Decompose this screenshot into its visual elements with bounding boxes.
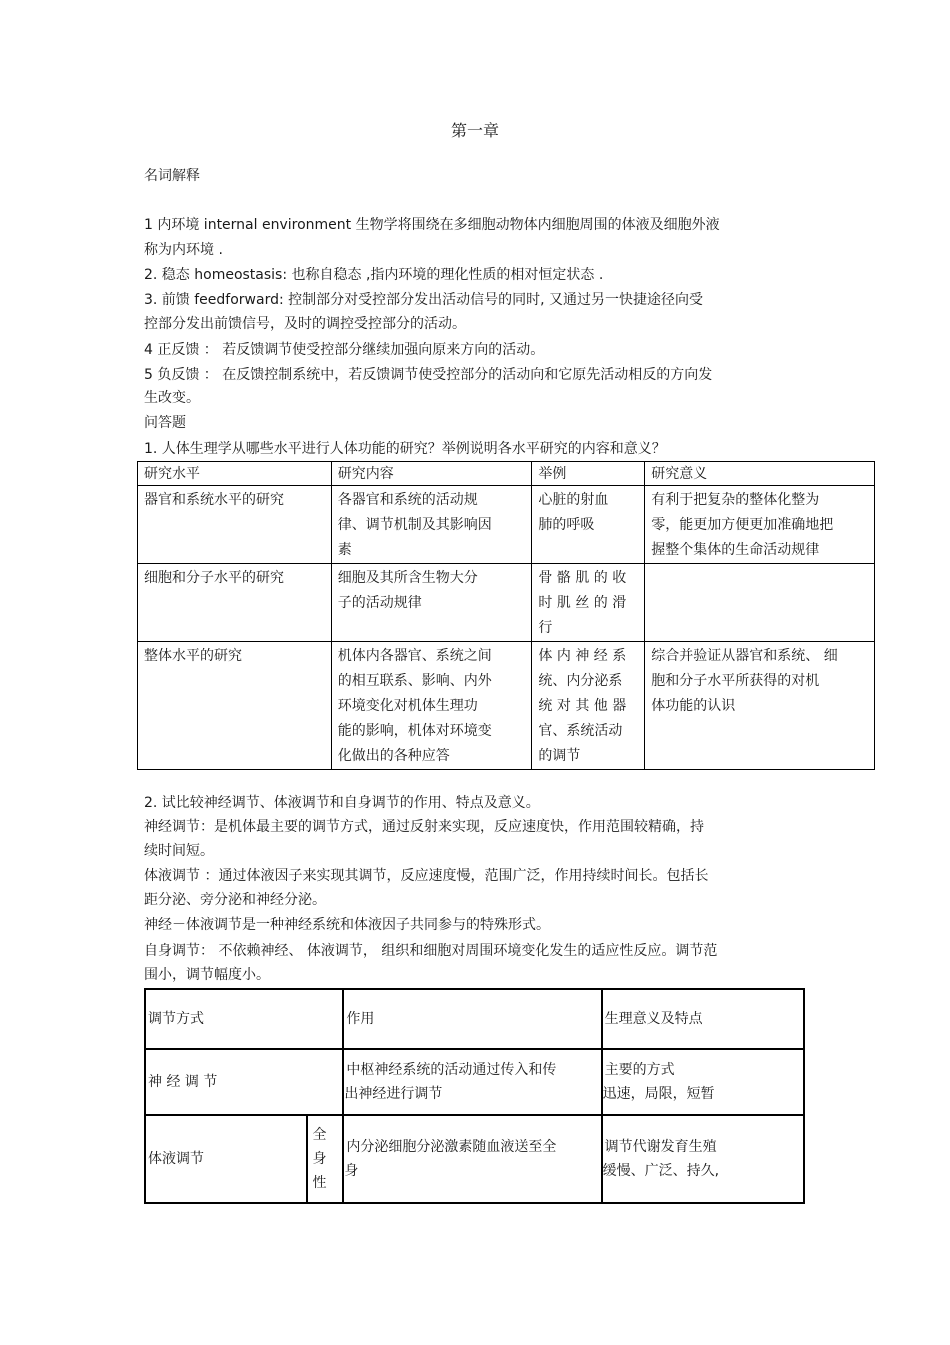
cell-text: 调节代谢发育生殖 缓慢、广泛、持久, (602, 1139, 720, 1179)
section-heading-qa: 问答题 (144, 415, 186, 431)
cell-text: 作用 (346, 1011, 375, 1027)
table-header-cell: 举例 (532, 462, 645, 486)
term-5-line-2: 生改变。 (144, 390, 200, 406)
table-cell (602, 1049, 804, 1115)
term-5-line-1: 5 负反馈 ： 在反馈控制系统中，若反馈调节使受控部分的活动向和它原先活动相反的方向发 (144, 367, 713, 383)
table-row (138, 486, 875, 564)
table-cell (532, 564, 645, 642)
table-cell (343, 1115, 601, 1203)
section-heading-terms: 名词解释 (144, 168, 200, 184)
cell-text: 各器官和系统的活动规 律、调节机制及其影响因 素 (337, 492, 492, 558)
table-header-cell: 研究水平 (138, 462, 332, 486)
table-cell (645, 486, 875, 564)
table-row (138, 642, 875, 770)
cell-text: 有利于把复杂的整体化整为 零，能更加方便更加准确地把 握整个集体的生命活动规律 (651, 492, 834, 558)
cell-text: 体液调节 (148, 1151, 204, 1167)
cell-text: 骨 骼 肌 的 收 时 肌 丝 的 滑 行 (538, 570, 627, 636)
cell-text: 主要的方式 迅速，局限，短暂 (602, 1062, 715, 1102)
table-header-row (145, 989, 804, 1049)
para-auto-line-2: 围小，调节幅度小。 (144, 967, 270, 983)
table-header-row (138, 462, 875, 486)
para-neurohumoral: 神经－体液调节是一种神经系统和体液因子共同参与的特殊形式。 (144, 917, 550, 933)
table-cell (331, 564, 532, 642)
cell-text: 神 经 调 节 (148, 1074, 218, 1090)
table-cell (331, 642, 532, 770)
table-cell (602, 1115, 804, 1203)
cell-text: 调节方式 (148, 1011, 204, 1027)
para-humoral-line-1: 体液调节 ：通过体液因子来实现其调节，反应速度慢，范围广泛，作用持续时间长。包括长 (144, 868, 709, 884)
table-cell (645, 642, 875, 770)
cell-text: 生理意义及特点 (604, 1011, 703, 1027)
para-humoral-line-2: 距分泌、旁分泌和神经分泌。 (144, 892, 326, 908)
table-cell (138, 486, 332, 564)
table-cell (145, 1115, 307, 1203)
table-cell (138, 564, 332, 642)
cell-text: 细胞和分子水平的研究 (144, 570, 284, 586)
table-row (145, 1115, 804, 1203)
table-cell (307, 1115, 343, 1203)
research-level-table (137, 461, 875, 770)
cell-text: 全身性 (312, 1127, 327, 1191)
table-header-cell: 研究内容 (331, 462, 532, 486)
cell-text: 整体水平的研究 (144, 648, 242, 664)
table-cell (331, 486, 532, 564)
term-1-line-2: 称为内环境 . (144, 242, 223, 258)
table-row (145, 1049, 804, 1115)
question-1: 1. 人体生理学从哪些水平进行人体功能的研究？举例说明各水平研究的内容和意义？ (144, 441, 666, 457)
cell-text: 器官和系统水平的研究 (144, 492, 284, 508)
term-1-line-1: 1 内环境 internal environment 生物学将围绕在多细胞动物体内细胞周围的体液及细胞外液 (144, 217, 720, 233)
cell-text: 心脏的射血 肺的呼吸 (538, 492, 609, 533)
cell-text: 综合并验证从器官和系统、 细 胞和分子水平所获得的对机 体功能的认识 (651, 648, 838, 714)
cell-text: 机体内各器官、系统之间 的相互联系、影响、内外 环境变化对机体生理功 能的影响，机体对环境变 化做出的各种应答 (337, 648, 492, 764)
table-header-cell (343, 989, 601, 1049)
table-row (138, 564, 875, 642)
table-cell (645, 564, 875, 642)
term-4-line-1: 4 正反馈 ： 若反馈调节使受控部分继续加强向原来方向的活动。 (144, 342, 545, 358)
cell-text: 中枢神经系统的活动通过传入和传 出神经进行调节 (344, 1062, 557, 1102)
cell-text: 体 内 神 经 系 统、内分泌系 统 对 其 他 器 官、系统活动 的调节 (538, 648, 627, 764)
question-2: 2. 试比较神经调节、体液调节和自身调节的作用、特点及意义。 (144, 795, 540, 811)
para-neural-line-1: 神经调节：是机体最主要的调节方式，通过反射来实现，反应速度快，作用范围较精确，持 (144, 819, 704, 835)
table-header-cell (602, 989, 804, 1049)
table-cell (343, 1049, 601, 1115)
term-3-line-2: 控部分发出前馈信号，及时的调控受控部分的活动。 (144, 316, 466, 332)
table-cell (532, 486, 645, 564)
cell-text: 细胞及其所含生物大分 子的活动规律 (337, 570, 478, 611)
table-header-cell: 研究意义 (645, 462, 875, 486)
table-cell (145, 1049, 343, 1115)
table-cell (138, 642, 332, 770)
term-3-line-1: 3. 前馈 feedforward: 控制部分对受控部分发出活动信号的同时, 又通过另一快捷途径向受 (144, 292, 704, 308)
term-2-line-1: 2. 稳态 homeostasis: 也称自稳态 ,指内环境的理化性质的相对恒定状态 . (144, 267, 604, 283)
cell-text: 内分泌细胞分泌激素随血液送至全 身 (344, 1139, 557, 1179)
para-auto-line-1: 自身调节： 不依赖神经、 体液调节， 组织和细胞对周围环境变化发生的适应性反应。调节范 (144, 943, 718, 959)
regulation-comparison-table (144, 988, 805, 1204)
chapter-title: 第一章 (450, 121, 499, 140)
table-header-cell (145, 989, 343, 1049)
table-cell (532, 642, 645, 770)
para-neural-line-2: 续时间短。 (144, 843, 214, 859)
